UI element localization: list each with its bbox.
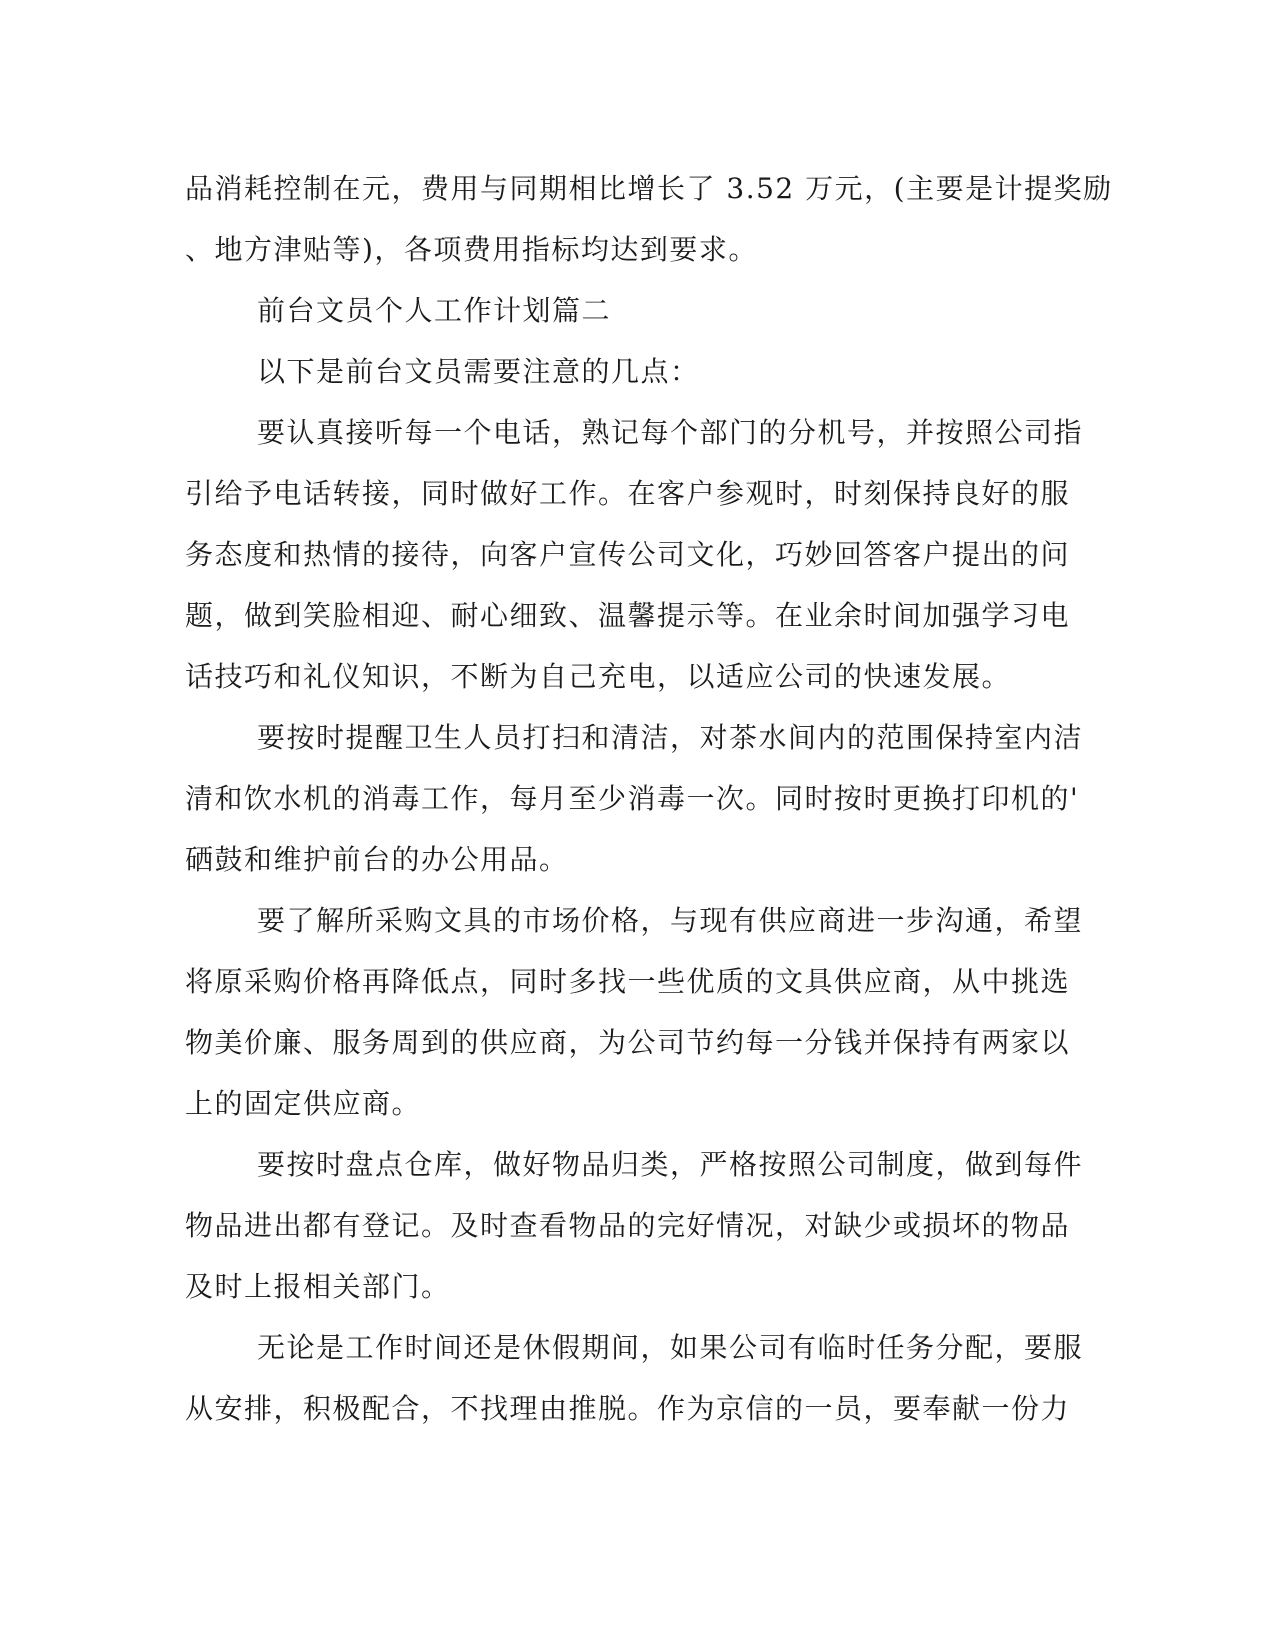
text-line: 物品进出都有登记。及时查看物品的完好情况，对缺少或损坏的物品 bbox=[185, 1209, 1071, 1242]
paragraph-temporary-tasks bbox=[185, 1317, 1084, 1439]
paragraph-expense-summary bbox=[185, 158, 1113, 280]
text-line: 要按时提醒卫生人员打扫和清洁，对茶水间内的范围保持室内洁 bbox=[257, 721, 1084, 754]
text-line: 将原采购价格再降低点，同时多找一些优质的文具供应商，从中挑选 bbox=[185, 965, 1071, 998]
text-line: 要认真接听每一个电话，熟记每个部门的分机号，并按照公司指 bbox=[257, 416, 1084, 449]
text-line: 及时上报相关部门。 bbox=[185, 1270, 451, 1303]
text-line: 无论是工作时间还是休假期间，如果公司有临时任务分配，要服 bbox=[257, 1331, 1084, 1364]
text-line: 从安排，积极配合，不找理由推脱。作为京信的一员，要奉献一份力 bbox=[185, 1392, 1071, 1425]
text-line: 品消耗控制在元，费用与同期相比增长了 3.52 万元，(主要是计提奖励 bbox=[185, 172, 1113, 205]
section-heading bbox=[185, 280, 1065, 341]
document-body bbox=[185, 158, 1113, 1439]
text-line: 务态度和热情的接待，向客户宣传公司文化，巧妙回答客户提出的问 bbox=[185, 538, 1071, 571]
text-line: 物美价廉、服务周到的供应商，为公司节约每一分钱并保持有两家以 bbox=[185, 1026, 1071, 1059]
text-line: 要按时盘点仓库，做好物品归类，严格按照公司制度，做到每件 bbox=[257, 1148, 1084, 1181]
text-line: 、地方津贴等)，各项费用指标均达到要求。 bbox=[185, 233, 758, 266]
paragraph-intro bbox=[185, 341, 1065, 402]
paragraph-cleaning-duties bbox=[185, 707, 1084, 890]
text-line: 清和饮水机的消毒工作，每月至少消毒一次。同时按时更换打印机的' bbox=[185, 782, 1080, 815]
text-line: 以下是前台文员需要注意的几点： bbox=[257, 355, 700, 388]
text-line: 硒鼓和维护前台的办公用品。 bbox=[185, 843, 569, 876]
paragraph-inventory-duties bbox=[185, 1134, 1084, 1317]
text-line: 引给予电话转接，同时做好工作。在客户参观时，时刻保持良好的服 bbox=[185, 477, 1071, 510]
text-line: 题，做到笑脸相迎、耐心细致、温馨提示等。在业余时间加强学习电 bbox=[185, 599, 1071, 632]
text-line: 要了解所采购文具的市场价格，与现有供应商进一步沟通，希望 bbox=[257, 904, 1084, 937]
paragraph-purchasing-duties bbox=[185, 890, 1084, 1134]
text-line: 话技巧和礼仪知识，不断为自己充电，以适应公司的快速发展。 bbox=[185, 660, 1012, 693]
text-line: 上的固定供应商。 bbox=[185, 1087, 422, 1120]
paragraph-phone-duties bbox=[185, 402, 1084, 707]
heading-text: 前台文员个人工作计划篇二 bbox=[257, 294, 612, 327]
